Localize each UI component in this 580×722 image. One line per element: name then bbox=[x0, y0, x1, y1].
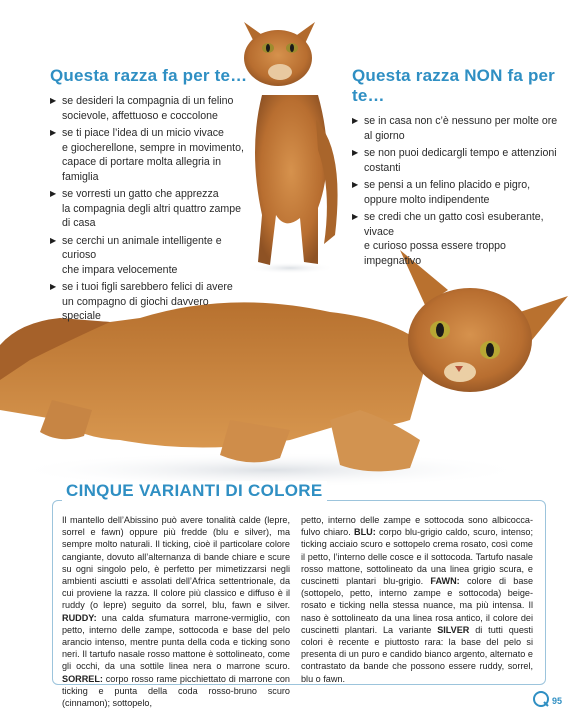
box-paragraph: Il mantello dell’Abissino può avere tonalità calde (lepre, sorrel e fawn) oppure più fredde (blu e silver), ma sempre molto naturali. Il ticking, cioè il particolare colore cangiante, dovuto all’alternanza di bande chiare e scure su ogni singolo pelo, è perfetto per mimetizzarsi negli ambienti asciutti e assolati dell’Africa settentrionale, da cui proviene la razza. Il colore più classico e diffuso è il ruddy (o lepre) seguito da sorrel, blu, fawn e silver. RUDDY: una calda sfumatura marrone-vermiglio, con petto, interno delle zampe, sottocoda e base del pelo arancio intenso, mentre punta della coda e ticking sono neri. Il tartufo nasale rosso mattone è sottolineato, come gli occhi, da una sottile linea nera o marrone scuro. SORREL: corpo rosso rame picchiettato di marrone con ticking e punta della coda rosso-bruno scuro (cinnamon); sottopelo, bbox=[62, 515, 290, 709]
left-bullet-list bbox=[50, 94, 250, 324]
list-item: ▶ se i tuoi figli sarebbero felici di avere un compagno di giochi davvero speciale bbox=[50, 280, 250, 324]
variant-label-ruddy: RUDDY: bbox=[62, 612, 97, 623]
variant-label-silver: SILVER bbox=[437, 624, 470, 635]
list-item: ▶ se desideri la compagnia di un felino socievole, affettuoso e coccolone bbox=[50, 94, 250, 123]
page-number: 95 bbox=[551, 696, 562, 706]
right-heading: Questa razza NON fa per te… bbox=[352, 66, 555, 105]
variant-label-fawn: FAWN: bbox=[430, 576, 460, 587]
right-bullet-list bbox=[352, 114, 562, 268]
magazine-logo-icon bbox=[532, 690, 550, 708]
variant-label-sorrel: SORREL: bbox=[62, 673, 103, 684]
standing-cat bbox=[244, 22, 338, 274]
list-item: ▶ se ti piace l’idea di un micio vivace e giocherellone, sempre in movimento, capace di portare molta allegria in famiglia bbox=[50, 126, 250, 184]
box-title: CINQUE VARIANTI DI COLORE bbox=[62, 481, 327, 501]
list-item: ▶ se in casa non c’è nessuno per molte ore al giorno bbox=[352, 114, 562, 143]
list-item: ▶ se vorresti un gatto che apprezza la compagnia degli altri quattro zampe di casa bbox=[50, 187, 250, 231]
list-item: ▶ se non puoi dedicargli tempo e attenzioni costanti bbox=[352, 146, 562, 175]
list-item: ▶ se credi che un gatto così esuberante, vivace e curioso possa essere troppo impegnativo bbox=[352, 210, 562, 268]
box-column-right bbox=[301, 514, 533, 685]
left-section bbox=[50, 66, 250, 327]
box-column-left bbox=[62, 514, 290, 709]
variant-label-blu: BLU: bbox=[354, 527, 376, 538]
list-item: ▶ se cerchi un animale intelligente e curioso che impara velocemente bbox=[50, 234, 250, 278]
right-section bbox=[352, 66, 562, 271]
list-item: ▶ se pensi a un felino placido e pigro, oppure molto indipendente bbox=[352, 178, 562, 207]
box-paragraph: petto, interno delle zampe e sottocoda sono albicocca-fulvo chiaro. BLU: corpo blu-grigio caldo, scuro, intenso; ticking acciaio scuro e sottopelo crema rosato, così come il petto, l’interno delle cosce e il sottocoda. Tartufo nasale rosso mattone, sottolineato da una linea grigio scura, e cuscinetti plantari blu-grigio. FAWN: colore di base (sottopelo, petto, interno zampe e sottocoda) beige-rosato e ticking nella stessa nuance, ma più intensa. Il naso è sottolineato da una linea rosa antico, il colore dei cuscinetti plantari. La variante SILVER di tutti questi colori è recente e piuttosto rara: la base del pelo si presenta di un puro e candido bianco argento, alternato e contrastato da bande che possono essere ruddy, sorrel, blu o fawn. bbox=[301, 515, 534, 684]
left-heading: Questa razza fa per te… bbox=[50, 66, 248, 85]
